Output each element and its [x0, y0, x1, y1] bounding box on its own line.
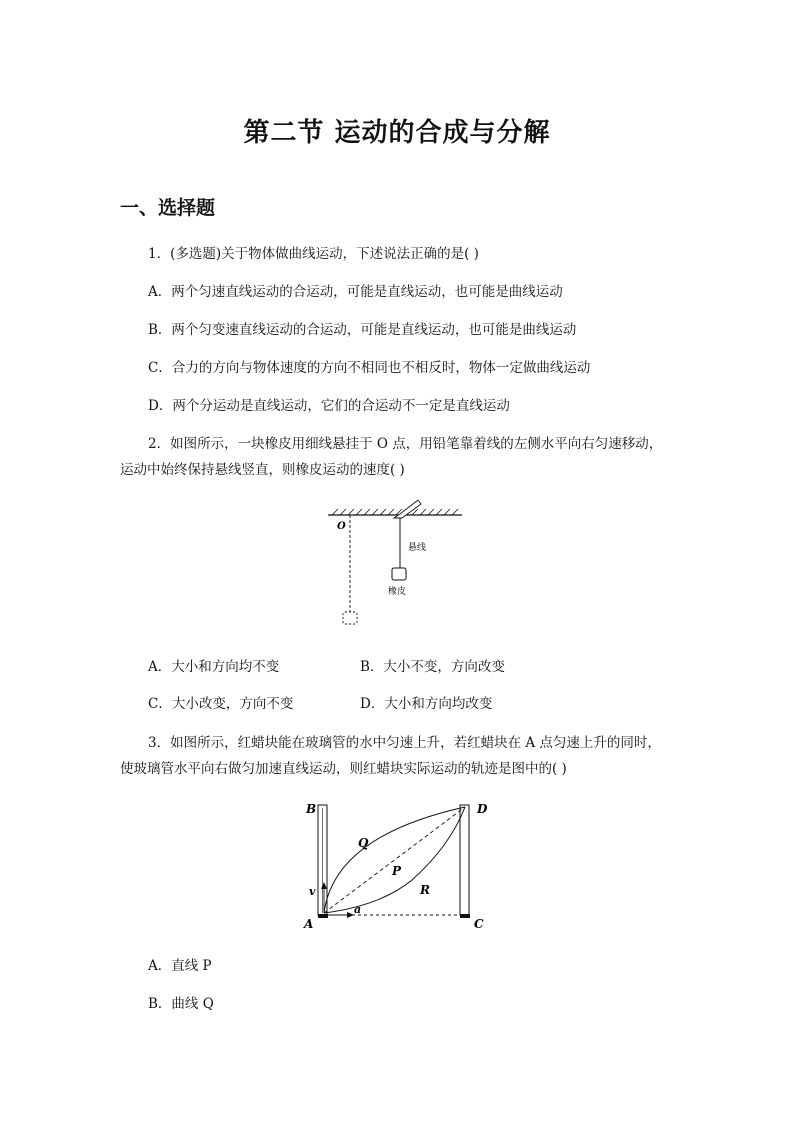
- q1-option-d: D．两个分运动是直线运动，它们的合运动不一定是直线运动: [148, 398, 510, 414]
- tube-base-c: [460, 914, 470, 918]
- q3-stem-line2: 使玻璃管水平向右做匀加速直线运动，则红蜡块实际运动的轨迹是图中的( ): [120, 761, 567, 777]
- glass-tube-left: [318, 805, 327, 915]
- q1-stem: 1．(多选题)关于物体做曲线运动，下述说法正确的是( ): [148, 246, 479, 262]
- eraser-label: 橡皮: [388, 587, 407, 597]
- label-p: P: [392, 864, 402, 878]
- label-q: Q: [358, 836, 369, 850]
- glass-tube-right: [460, 805, 469, 915]
- q1-option-c: C．合力的方向与物体速度的方向不相同也不相反时，物体一定做曲线运动: [148, 360, 591, 376]
- eraser-shape: [392, 568, 406, 580]
- section-heading: 一、选择题: [120, 197, 216, 219]
- page-title: 第二节 运动的合成与分解: [243, 118, 551, 148]
- q3-option-a: A．直线 P: [148, 958, 212, 974]
- line-p: [324, 807, 465, 913]
- point-o-label: O: [337, 521, 346, 532]
- q2-option-c: C．大小改变，方向不变: [148, 696, 294, 712]
- q2-option-a: A．大小和方向均不变: [148, 659, 280, 675]
- label-v: v: [309, 885, 316, 898]
- q2-option-b: B．大小不变，方向改变: [360, 659, 505, 675]
- q1-option-b: B．两个匀变速直线运动的合运动，可能是直线运动，也可能是曲线运动: [148, 322, 577, 338]
- ceiling: [328, 509, 462, 515]
- thread-label: 悬线: [408, 543, 427, 553]
- initial-eraser-dashed: [343, 612, 357, 624]
- label-a-accel: a: [354, 903, 362, 916]
- label-r: R: [420, 883, 430, 897]
- acceleration-arrow-head: [347, 912, 354, 918]
- q2-figure: [320, 500, 470, 635]
- label-d: D: [477, 802, 488, 816]
- q1-option-a: A．两个匀速直线运动的合运动，可能是直线运动，也可能是曲线运动: [148, 284, 563, 300]
- label-a: A: [304, 917, 314, 931]
- q2-stem-line1: 2．如图所示，一块橡皮用细线悬挂于 O 点，用铅笔靠着线的左侧水平向右匀速移动，: [148, 436, 663, 452]
- wax-block-a: [318, 914, 328, 918]
- q2-option-d: D．大小和方向均改变: [360, 696, 493, 712]
- q3-option-b: B．曲线 Q: [148, 996, 214, 1012]
- q3-figure: [300, 798, 500, 934]
- q2-stem-line2: 运动中始终保持悬线竖直，则橡皮运动的速度( ): [120, 462, 405, 478]
- q3-stem-line1: 3．如图所示，红蜡块能在玻璃管的水中匀速上升，若红蜡块在 A 点匀速上升的同时，: [148, 735, 661, 751]
- label-c: C: [474, 917, 484, 931]
- label-b: B: [306, 802, 317, 816]
